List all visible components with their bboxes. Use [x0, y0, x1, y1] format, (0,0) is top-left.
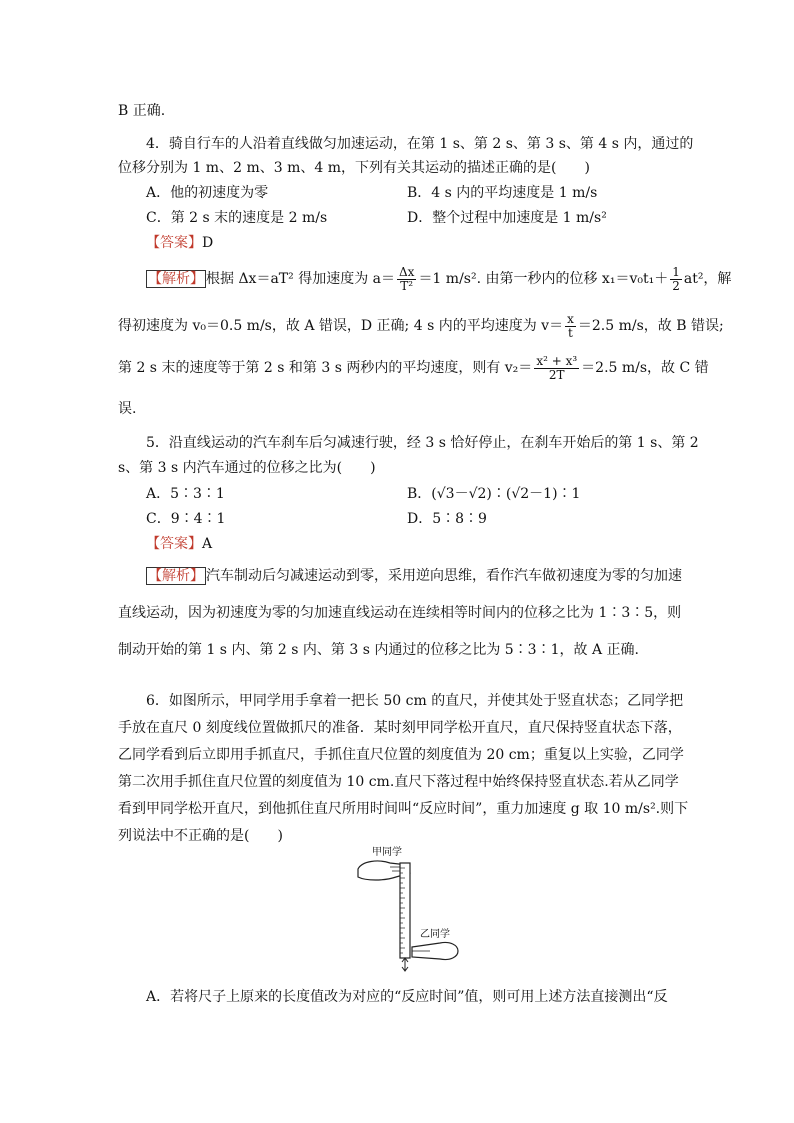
- fraction: [397, 266, 416, 293]
- q5-option-c: C．9∶4∶1: [146, 511, 226, 527]
- fraction: [670, 266, 682, 293]
- q5-stem-line-1: 5．沿直线运动的汽车刹车后匀减速行驶，经 3 s 恰好停止，在刹车开始后的第 1 s、第 2: [146, 435, 699, 451]
- analysis-text: 根据 Δx＝aT² 得加速度为 a＝: [206, 271, 395, 287]
- q6-stem-line-6: 列说法中不正确的是( ): [118, 828, 283, 844]
- analysis-text: ＝2.5 m/s，故 B 错误;: [577, 318, 724, 334]
- answer-value: A: [202, 536, 213, 552]
- analysis-tag: 【解析】: [148, 568, 204, 584]
- analysis-tag: 【解析】: [148, 271, 204, 287]
- q6-stem-line-3: 乙同学看到后立即用手抓直尺，手抓住直尺位置的刻度值为 20 cm；重复以上实验，乙同学: [118, 747, 684, 763]
- fraction-numerator: x: [567, 311, 574, 326]
- fraction-denominator: t: [568, 325, 573, 340]
- answer-value: D: [202, 235, 214, 251]
- analysis-text: ＝2.5 m/s，故 C 错: [581, 360, 709, 376]
- analysis-text: 得初速度为 v₀＝0.5 m/s，故 A 错误，D 正确; 4 s 内的平均速度为 v＝: [118, 318, 564, 334]
- q5-analysis-line-2: 直线运动，因为初速度为零的匀加速直线运动在连续相等时间内的位移之比为 1∶3∶5，则: [118, 605, 682, 621]
- fraction-numerator: Δx: [399, 264, 415, 279]
- q4-analysis-line-3: [118, 353, 709, 383]
- figure-label-top: 甲同学: [372, 847, 402, 858]
- fraction-numerator: x² + x³: [536, 353, 578, 368]
- q6-stem-line-4: 第二次用手抓住直尺位置的刻度值为 10 cm.直尺下落过程中始终保持竖直状态.若从乙同学: [118, 774, 679, 790]
- fraction: [534, 355, 579, 382]
- figure-label-bottom: 乙同学: [420, 929, 450, 940]
- q4-analysis-line-1: [146, 264, 731, 294]
- analysis-text: ＝1 m/s². 由第一秒内的位移 x₁＝v₀t₁＋: [418, 271, 669, 287]
- q5-analysis-line-3: 制动开始的第 1 s 内、第 2 s 内、第 3 s 内通过的位移之比为 5∶3∶1，故 A 正确.: [118, 642, 639, 658]
- analysis-text: 第 2 s 末的速度等于第 2 s 和第 3 s 两秒内的平均速度，则有 v₂＝: [118, 360, 533, 376]
- analysis-text: at²，解: [683, 271, 732, 287]
- q5-stem-line-2: s、第 3 s 内汽车通过的位移之比为( ): [118, 460, 376, 476]
- ruler-illustration: [350, 843, 470, 973]
- fraction-denominator: 2: [672, 278, 680, 293]
- q6-stem-line-5: 看到甲同学松开直尺，到他抓住直尺所用时间叫“反应时间”，重力加速度 g 取 10 m/s².则下: [118, 801, 689, 817]
- q6-stem-line-2: 手放在直尺 0 刻度线位置做抓尺的准备．某时刻甲同学松开直尺，直尺保持竖直状态下落，: [118, 720, 682, 736]
- q6-stem-line-1: 6．如图所示，甲同学用手拿着一把长 50 cm 的直尺，并使其处于竖直状态；乙同学把: [146, 693, 684, 709]
- prev-tail: B 正确.: [118, 103, 166, 119]
- q4-stem-line-2: 位移分别为 1 m、2 m、3 m、4 m，下列有关其运动的描述正确的是( ): [118, 160, 590, 176]
- fraction-denominator: 2T: [548, 367, 565, 382]
- ruler-figure: [350, 843, 470, 973]
- q4-analysis-line-4: 误.: [118, 401, 137, 417]
- answer-tag: 【答案】: [146, 235, 202, 251]
- q6-option-a: A．若将尺子上原来的长度值改为对应的“反应时间”值，则可用上述方法直接测出“反: [146, 989, 668, 1005]
- q4-option-c: C．第 2 s 末的速度是 2 m/s: [146, 210, 328, 226]
- q5-option-a: A．5∶3∶1: [146, 486, 225, 502]
- q4-answer: [146, 233, 213, 253]
- q4-option-b: B．4 s 内的平均速度是 1 m/s: [407, 185, 598, 201]
- fraction: [565, 313, 576, 340]
- q5-option-b: B．(√3－√2)∶(√2－1)∶1: [407, 486, 581, 502]
- analysis-text: 汽车制动后匀减速运动到零，采用逆向思维，看作汽车做初速度为零的匀加速: [206, 568, 682, 584]
- q4-option-a: A．他的初速度为零: [146, 185, 269, 201]
- q5-option-d: D．5∶8∶9: [407, 511, 487, 527]
- fraction-denominator: T²: [400, 278, 414, 293]
- answer-tag: 【答案】: [146, 536, 202, 552]
- q4-analysis-line-2: [118, 311, 724, 341]
- fraction-numerator: 1: [672, 264, 680, 279]
- q5-analysis-line-1: [146, 566, 682, 586]
- q4-option-d: D．整个过程中加速度是 1 m/s²: [407, 210, 607, 226]
- q5-answer: [146, 534, 212, 554]
- q4-stem-line-1: 4．骑自行车的人沿着直线做匀加速运动，在第 1 s、第 2 s、第 3 s、第 4 s 内，通过的: [146, 136, 694, 152]
